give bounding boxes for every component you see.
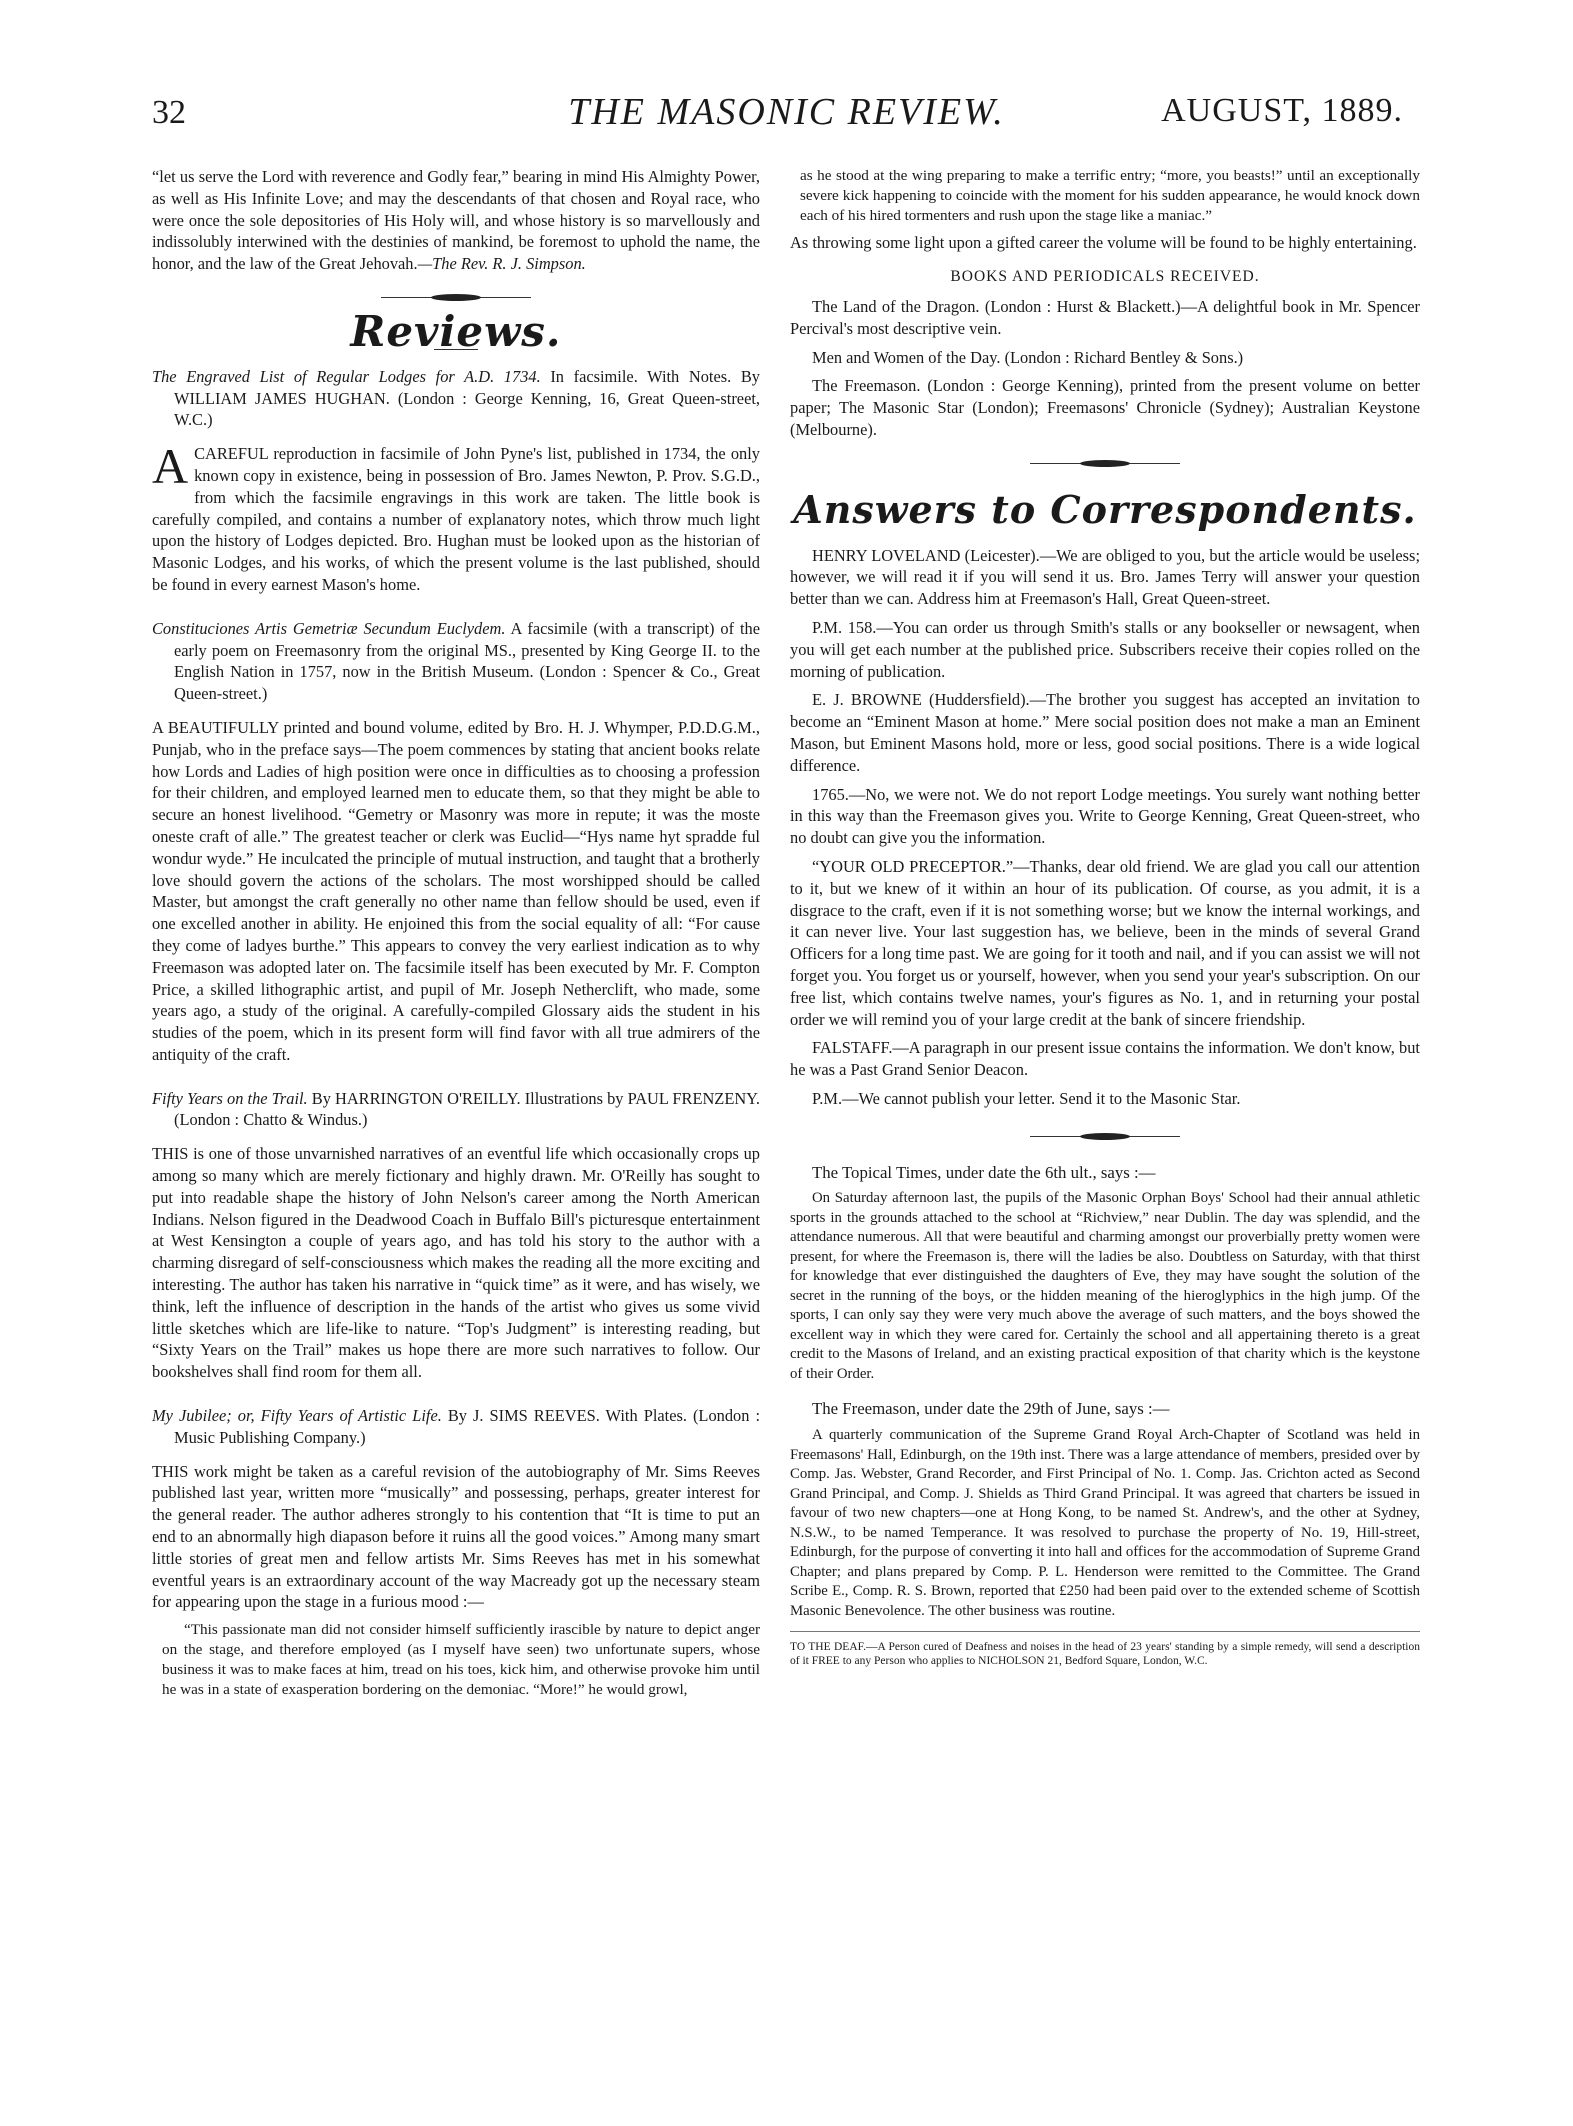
advertisement-rule [790, 1631, 1420, 1632]
intro-attribution: —The Rev. R. J. Simpson. [417, 254, 586, 274]
review-3-body: THIS is one of those unvarnished narratives of an eventful life which occasionally crops up among so many which are merely fictionary and highly drawn. Mr. O'Reilly has sought to put into readable shape the history of John Nelson's career among the North American Indians. Nelson figured in the Deadwood Coach in Buffalo Bill's picturesque entertainment at West Kensington a couple of years ago, and has told his story to the author with a charming disregard of self-consciousness which makes the reading all the more exciting and interesting. The author has taken his narrative in “quick time” as it were, and has wisely, we think, left the influence of description in the hands of the artist who gives us some vivid little sketches which are life-like to nature. “Top's Judgment” is interesting reading, but “Sixty Years on the Trail” makes us hope there are more such narratives to follow. Our bookshelves shall find room for them all. [152, 1144, 760, 1382]
answer-entry: “YOUR OLD PRECEPTOR.”—Thanks, dear old friend. We are glad you call our attention to it, but we knew of it within an hour of its publication. Of course, as you admit, it is a disgrace to the craft, even if it is not something worse; but we know the internal workings, and it can never live. Your last suggestion has, we believe, been in the minds of several Grand Officers for a long time past. We are going for it tooth and nail, and if you can assist we will not forget you. You forget us or yourself, however, when you send your year's subscription. On our free list, which contains twelve names, your's figures as No. 1, and in returning your postal order we will remind you of your large credit at the bank of sincere friendship. [790, 856, 1420, 1029]
review-4-body: THIS work might be taken as a careful revision of the autobiography of Mr. Sims Reeves published last year, written more “musically” and possessing, perhaps, greater interest for the general reader. The author adheres strongly to his contention that “It is time to put an end to an abnormally high diapason before it ruins all the good voices.” Among many smart little stories of great men and fellow artists Mr. Sims Reeves has met in his somewhat eventful years is an extraordinary account of the way Macready got up the necessary steam for appearing upon the stage in a furious mood :— [152, 1461, 760, 1612]
page-header [0, 82, 1573, 142]
answer-entry: 1765.—No, we were not. We do not report Lodge meetings. You surely want nothing better in this way than the Freemason gives you. Write to George Kenning, Great Queen-street, who no doubt can give you the information. [790, 784, 1420, 848]
issue-date: AUGUST, 1889. [1161, 92, 1403, 129]
topical-times-heading: The Topical Times, under date the 6th ult., says :— [812, 1162, 1156, 1182]
answer-entry: HENRY LOVELAND (Leicester).—We are obliged to you, but the article would be useless; however, we will read it if you will send it us. Bro. James Terry will answer your question better than we can. Address him at Freemason's Hall, Great Queen-street. [790, 545, 1420, 609]
freemason-heading: The Freemason, under date the 29th of June, says :— [812, 1399, 1170, 1419]
answer-entry: P.M.—We cannot publish your letter. Send it to the Masonic Star. [812, 1088, 1241, 1108]
masthead-title: THE MASONIC REVIEW. [568, 91, 1005, 133]
reviews-heading: Reviews. [350, 306, 562, 356]
books-received-heading: BOOKS AND PERIODICALS RECEIVED. [950, 268, 1260, 286]
review-1-body: A CAREFUL reproduction in facsimile of John Pyne's list, published in 1734, the only known copy in existence, being in possession of Bro. James Newton, P. Prov. S.G.D., from which the facsimile engravings in this work are taken. The little book is carefully compiled, and contains a number of explanatory notes, which throw much light upon the history of Lodges depicted. Bro. Hughan must be looked upon as the historian of Masonic Lodges, and his works, of which the present volume is the last published, should be found in every earnest Mason's home. [152, 438, 760, 594]
freemason-body: A quarterly communication of the Supreme Grand Royal Arch-Chapter of Scotland was held in Freemasons' Hall, Edinburgh, on the 19th inst. There was a large attendance of members, presided over by Comp. Jas. Webster, Grand Recorder, and First Principal of No. 1. Comp. Jas. Crichton acted as Second Grand Principal, and Comp. J. Shields as Third Grand Principal. It was agreed that charters be issued in favour of two new chapters—one at Hong Kong, to be named St. Andrew's, and the other at Sydney, N.S.W., to be named Temperance. It was resolved to purchase the property of No. 19, Hill-street, Edinburgh, for the purpose of converting it into hall and offices for the accommodation of Supreme Grand Chapter; and plans prepared by Comp. P. L. Henderson were remitted to the Committee. The Grand Scribe E., Comp. R. S. Brown, reported that £250 had been paid over to the extended scheme of Scottish Masonic Benevolence. The other business was routine. [790, 1427, 1420, 1619]
review-4-quote: “This passionate man did not consider himself sufficiently irascible by nature to depict anger on the stage, and therefore employed (as I myself have seen) two unfortunate supers, whose business it was to make faces at him, tread on his toes, kick him, and otherwise provoke him until he was in a state of exasperation bordering on the demoniac. “More!” he would growl, [162, 1621, 760, 1698]
book-entry: Men and Women of the Day. (London : Richard Bentley & Sons.) [812, 347, 1244, 367]
page-number: 32 [152, 94, 186, 131]
book-entry: The Freemason. (London : George Kenning), printed from the present volume on better paper; The Masonic Star (London); Freemasons' Chronicle (Sydney); Australian Keystone (Melbourne). [790, 376, 1420, 439]
right-column [790, 166, 1420, 1675]
review-1-citation: The Engraved List of Regular Lodges for A.D. 1734. In facsimile. With Notes. By WILLIAM JAMES HUGHAN. (London : George Kenning, 16, Great Queen-street, W.C.) [152, 366, 760, 430]
ornamental-divider [1030, 1132, 1180, 1142]
answer-entry: FALSTAFF.—A paragraph in our present issue contains the information. We don't know, but he was a Past Grand Senior Deacon. [790, 1038, 1420, 1080]
intro-paragraph: “let us serve the Lord with reverence and Godly fear,” bearing in mind His Almighty Power, as well as His Infinite Love; and may the descendants of that chosen and Royal race, who were once the sole depositories of His Holy will, and whose history is so marvellously and indissolubly interwined with the destinies of mankind, be foremost to uphold the name, the honor, and the law of the Great Jehovah.—The Rev. R. J. Simpson. [152, 167, 760, 274]
review-2-citation: Constituciones Artis Gemetriæ Secundum Euclydem. A facsimile (with a transcript) of the early poem on Freemasonry from the original MS., presented by King George II. to the English Nation in 1757, now in the British Museum. (London : Spencer & Co., Great Queen-street.) [152, 618, 760, 704]
answers-heading: Answers to Correspondents. [793, 486, 1417, 532]
ornamental-divider [1030, 459, 1180, 469]
drop-cap: A [152, 438, 189, 495]
review-4-citation: My Jubilee; or, Fifty Years of Artistic Life. By J. SIMS REEVES. With Plates. (London : Music Publishing Company.) [152, 1406, 760, 1447]
review-4-conclusion: As throwing some light upon a gifted career the volume will be found to be highly entertaining. [790, 233, 1417, 253]
book-entry: The Land of the Dragon. (London : Hurst & Blackett.)—A delightful book in Mr. Spencer Percival's most descriptive vein. [790, 296, 1420, 338]
ornamental-divider [381, 293, 531, 303]
deafness-advertisement: TO THE DEAF.—A Person cured of Deafness and noises in the head of 23 years' standing by a simple remedy, will send a description of it FREE to any Person who applies to NICHOLSON 21, Bedford Square, London, W.C. [790, 1641, 1420, 1668]
review-3-citation: Fifty Years on the Trail. By HARRINGTON O'REILLY. Illustrations by PAUL FRENZENY. (London : Chatto & Windus.) [152, 1088, 760, 1130]
topical-times-body: On Saturday afternoon last, the pupils of the Masonic Orphan Boys' School had their annual athletic sports in the grounds attached to the school at “Richview,” near Dublin. The day was splendid, and the attendance numerous. All that were beautiful and charming amongst our proverbially pretty women were present, for where the Freemason is, there will the ladies be also. Doubtless on Saturday, with that thirst for knowledge that ever distinguished the daughters of Eve, they may have sought the solution of the secret in the running of the boys, or the hidden meaning of the hieroglyphics in the high jump. Of the sports, I can only say they were very much above the average of such matters, and the boys showed the excellent way in which they were cared for. Certainly the school and all appertaining thereto is a great credit to the Masons of Ireland, and an existing practical exposition of that charity which is the keystone of their Order. [790, 1190, 1420, 1382]
quote-continuation: as he stood at the wing preparing to make a terrific entry; “more, you beasts!” until an exceptionally severe kick happening to coincide with the moment for his sudden appearance, he would knock down each of his hired tormenters and rush upon the stage like a maniac.” [800, 167, 1420, 224]
left-column [152, 166, 760, 1706]
review-2-body: A BEAUTIFULLY printed and bound volume, edited by Bro. H. J. Whymper, P.D.D.G.M., Punjab, who in the preface says—The poem commences by stating that ancient books relate how Lords and Ladies of high position were once in difficulties as to choosing a profession for their children, and employed learned men to educate them, so that they might be able to secure an honest livelihood. “Gemetry or Masonry was more in repute; it was the moste oneste craft of alle.” The greatest teacher or clerk was Euclid—“Hys name hyt spradde ful wondur wyde.” He inculcated the principle of mutual instruction, and taught that a brotherly love should govern the actions of the scholars. The most worshipped should be called Master, but amongst the craft generally no other name than fellow should be used, even if one excelled another in ability. He enjoined this from the social equality of all: “For cause they come of ladyes burthe.” This appears to convey the very earliest indication as to why Freemason was adopted later on. The facsimile itself has been executed by Mr. F. Compton Price, a skilled lithographic artist, and pupil of Mr. Joseph Netherclift, who made, some years ago, a study of the original. A carefully-compiled Glossary aids the student in his studies of the poem, which in its present form will find favor with all true admirers of the antiquity of the craft. [152, 717, 760, 1064]
answer-entry: P.M. 158.—You can order us through Smith's stalls or any bookseller or newsagent, when you will get each number at the published price. Subscribers receive their copies rolled on the morning of publication. [790, 617, 1420, 681]
answer-entry: E. J. BROWNE (Huddersfield).—The brother you suggest has accepted an invitation to become an “Eminent Mason at home.” Mere social position does not make a man an Eminent Mason, but Eminent Masons hold, more or less, good social positions. There is a wide logical difference. [790, 690, 1420, 775]
